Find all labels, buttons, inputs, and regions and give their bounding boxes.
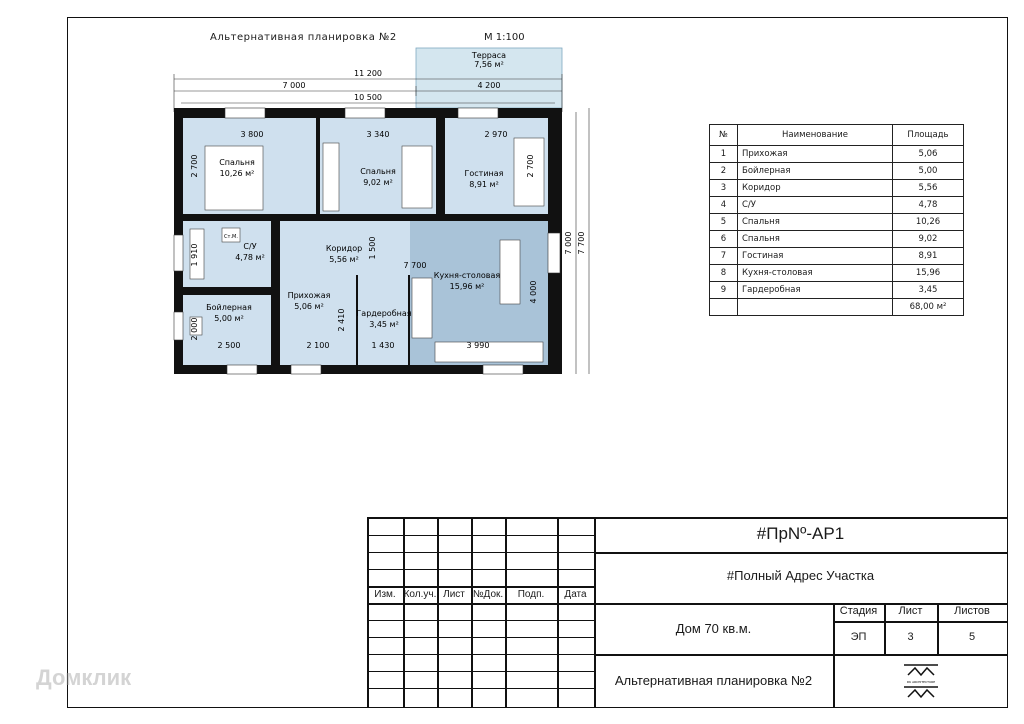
row-area: 10,26	[893, 214, 964, 231]
washing-machine-label: Ст.М.	[224, 234, 238, 240]
dim-corridor-height: 1 500	[368, 236, 377, 260]
dim-wardrobe-width: 1 430	[371, 341, 395, 350]
object-name: Дом 70 кв.м.	[675, 621, 752, 636]
floor-plan	[0, 0, 600, 390]
dim-bedroom-1-height: 2 700	[190, 154, 199, 178]
dim-bedroom-2-width: 3 340	[366, 130, 390, 139]
area-corridor: 5,56 м²	[329, 255, 359, 264]
terrace-name: Терраса	[471, 51, 507, 60]
logo-icon	[902, 663, 940, 699]
label-bathroom: С/У	[243, 242, 257, 251]
sheets-label: Листов	[954, 605, 990, 617]
row-name: Бойлерная	[738, 163, 893, 180]
col-header-date: Дата	[564, 589, 587, 600]
watermark: Домклик	[36, 665, 132, 690]
dim-inner-width: 10 500	[354, 93, 382, 102]
col-header-doc: №Док.	[472, 589, 504, 600]
project-code: #ПрNº-АР1	[756, 524, 845, 543]
stage-value: ЭП	[850, 631, 867, 643]
dim-left-span: 7 000	[282, 81, 306, 90]
dim-corridor-width: 7 700	[403, 261, 427, 270]
area-entry: 5,06 м²	[294, 302, 324, 311]
row-area: 8,91	[893, 248, 964, 265]
area-bedroom-2: 9,02 м²	[363, 178, 393, 187]
dim-right-span: 4 200	[477, 81, 501, 90]
label-living: Гостиная	[464, 169, 504, 178]
col-header-qty: Кол.уч.	[403, 589, 437, 600]
label-kitchen: Кухня-столовая	[433, 271, 501, 280]
row-number: 3	[710, 180, 738, 197]
col-header-sign: Подп.	[517, 589, 545, 600]
stage-label: Стадия	[839, 605, 878, 617]
row-name: Гардеробная	[738, 282, 893, 299]
dim-living-height: 2 700	[526, 154, 535, 178]
table-header	[710, 125, 964, 146]
title-block	[367, 517, 1007, 707]
header-name: Наименование	[738, 125, 893, 146]
label-bedroom-2: Спальня	[360, 167, 396, 176]
sheet-label: Лист	[898, 605, 923, 617]
row-name: С/У	[738, 197, 893, 214]
row-number: 1	[710, 146, 738, 163]
table-row	[710, 197, 964, 214]
row-name: Гостиная	[738, 248, 893, 265]
row-number: 5	[710, 214, 738, 231]
col-header-change: Изм.	[374, 589, 396, 600]
dim-kitchen-width: 3 990	[466, 341, 490, 350]
terrace-area: 7,56 м²	[474, 60, 504, 69]
area-living: 8,91 м²	[469, 180, 499, 189]
total-area: 68,00 м²	[893, 299, 964, 316]
col-header-sheet: Лист	[443, 589, 465, 600]
area-wardrobe: 3,45 м²	[369, 320, 399, 329]
area-boiler: 5,00 м²	[214, 314, 244, 323]
row-area: 4,78	[893, 197, 964, 214]
table-row	[710, 248, 964, 265]
dim-boiler-width: 2 500	[217, 341, 241, 350]
area-bathroom: 4,78 м²	[235, 253, 265, 262]
row-number: 4	[710, 197, 738, 214]
table-row	[710, 214, 964, 231]
header-area: Площадь	[893, 125, 964, 146]
plan-title: Альтернативная планировка №2	[210, 32, 397, 43]
row-name: Спальня	[738, 231, 893, 248]
row-area: 9,02	[893, 231, 964, 248]
row-name: Спальня	[738, 214, 893, 231]
row-area: 5,06	[893, 146, 964, 163]
area-kitchen: 15,96 м²	[449, 282, 485, 291]
table-row	[710, 282, 964, 299]
sheet-value: 3	[907, 631, 914, 643]
sheets-value: 5	[968, 631, 976, 643]
dim-entry-height: 2 410	[337, 308, 346, 332]
label-wardrobe: Гардеробная	[356, 309, 412, 318]
row-name: Прихожая	[738, 146, 893, 163]
row-name: Коридор	[738, 180, 893, 197]
table-row	[710, 163, 964, 180]
logo-text: DK ARCHITECTURE	[906, 680, 936, 684]
label-bedroom-1: Спальня	[219, 158, 255, 167]
dim-bathroom-height: 1 910	[190, 243, 199, 267]
site-address: #Полный Адрес Участка	[726, 568, 875, 583]
dim-depth-inner: 7 000	[564, 231, 573, 255]
table-row	[710, 265, 964, 282]
table-row	[710, 231, 964, 248]
row-number: 8	[710, 265, 738, 282]
dim-boiler-height: 2 000	[190, 317, 199, 341]
label-corridor: Коридор	[325, 244, 363, 253]
row-name: Кухня-столовая	[738, 265, 893, 282]
row-number: 6	[710, 231, 738, 248]
row-area: 3,45	[893, 282, 964, 299]
table-row	[710, 146, 964, 163]
dim-total-width: 11 200	[354, 69, 382, 78]
row-area: 5,00	[893, 163, 964, 180]
dim-depth-outer: 7 700	[577, 231, 586, 255]
dim-entry-width: 2 100	[306, 341, 330, 350]
dim-kitchen-height: 4 000	[529, 280, 538, 304]
row-area: 15,96	[893, 265, 964, 282]
area-bedroom-1: 10,26 м²	[219, 169, 255, 178]
plan-scale: М 1:100	[484, 32, 525, 43]
row-number: 9	[710, 282, 738, 299]
row-area: 5,56	[893, 180, 964, 197]
label-entry: Прихожая	[287, 291, 331, 300]
row-number: 2	[710, 163, 738, 180]
table-total-row	[710, 299, 964, 316]
header-number: №	[710, 125, 738, 146]
dim-bedroom-1-width: 3 800	[240, 130, 264, 139]
row-number: 7	[710, 248, 738, 265]
table-row	[710, 180, 964, 197]
sheet-title: Альтернативная планировка №2	[614, 673, 813, 688]
area-table	[709, 124, 964, 316]
dim-living-width: 2 970	[484, 130, 508, 139]
label-boiler: Бойлерная	[206, 303, 252, 312]
